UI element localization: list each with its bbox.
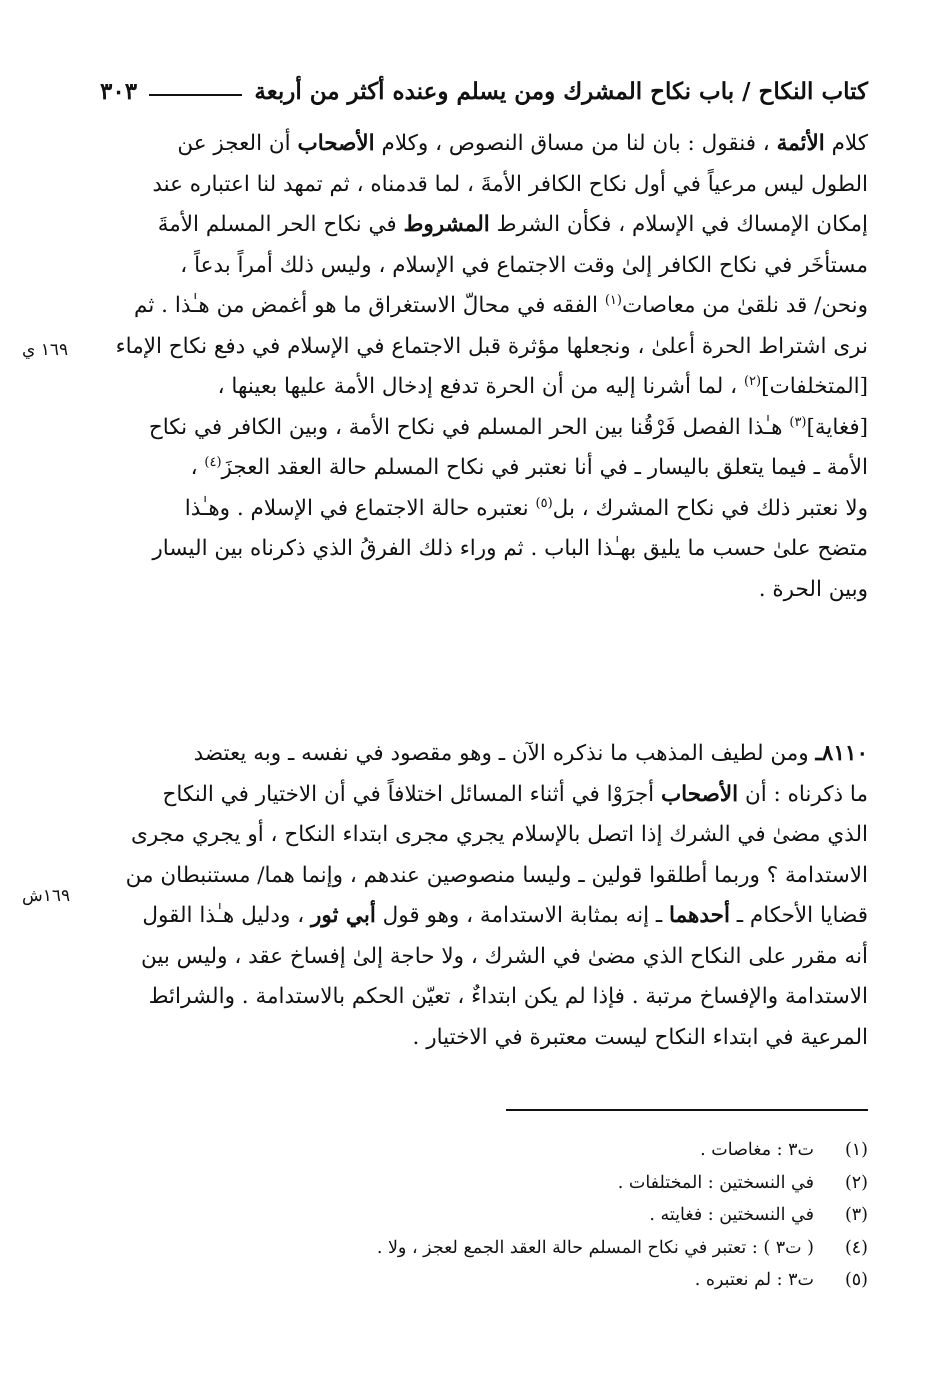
text-line: ٨١١٠ـ ومن لطيف المذهب ما نذكره الآن ـ وهو مقصود في نفسه ـ وبه يعتضد [193, 741, 868, 766]
text-line: ما ذكرناه : أن الأصحاب أجرَوْا في أثناء المسائل اختلافاً في أن الاختيار في النكاح [162, 781, 868, 807]
text-line: وبين الحرة . [758, 576, 868, 602]
text-line: [فغاية]$^{(٣)}$ هـٰذا الفصل فَرْقُنا بين الحر المسلم في نكاح الأمة ، وبين الكافر في نكاح [148, 414, 868, 440]
text-line: قضايا الأحكام ـ أحدهما ـ إنه بمثابة الاستدامة ، وهو قول أبي ثور ، ودليل هـٰذا القول [142, 903, 868, 928]
margin-note-manuscript-ref: ١٦٩ش [22, 886, 71, 906]
text-line: المرعية في ابتداء النكاح ليست معتبرة في الاختيار . [412, 1024, 868, 1050]
text-line: أنه مقرر على النكاح الذي مضىٰ في الشرك ، ولا حاجة إلىٰ إفساخ عقد ، وليس بين [140, 943, 868, 969]
text-line: ونحن/ قد نلقىٰ من معاصات$^{(١)}$ الفقه في محالّ الاستغراق ما هو أغمض من هـٰذا . ثم [134, 292, 868, 318]
paragraph-number: ٨١١٠ـ [815, 741, 868, 766]
footnote-separator [506, 1109, 868, 1111]
text-line: الاستدامة ؟ وربما أطلقوا قولين ـ وليسا منصوصين عندهم ، وإنما هما/ مستنبطان من [125, 862, 868, 888]
text-line: الاستدامة والإفساخ مرتبة . فإذا لم يكن ابتداءٌ ، تعيّن الحكم بالاستدامة . والشرائط [148, 984, 868, 1009]
text-line: كلام الأئمة ، فنقول : بان لنا من مساق النصوص ، وكلام الأصحاب أن العجز عن [177, 131, 868, 156]
text-line: الطول ليس مرعياً في أول نكاح الكافر الأمةَ ، لما قدمناه ، ثم تمهد لنا اعتباره عند [152, 171, 868, 197]
footnote: (٤) ( ت٣ ) : تعتبر في نكاح المسلم حالة العقد الجمع لعجز ، ولا . [376, 1237, 868, 1258]
paragraph-continued [82, 124, 868, 610]
text-line: متضح علىٰ حسب ما يليق بهـٰذا الباب . ثم وراء ذلك الفرقُ الذي ذكرناه بين اليسار [152, 536, 868, 561]
text-line: مستأخَر في نكاح الكافر إلىٰ وقت الاجتماع في الإسلام ، وليس ذلك أمراً بدعاً ، [180, 252, 868, 278]
header-rule [149, 94, 242, 96]
footnote-ref: (٣) [789, 414, 807, 430]
footnote: (١) ت٣ : مغاصات . [700, 1140, 868, 1160]
footnote-ref: (١) [604, 292, 622, 308]
text-line: ولا نعتبر ذلك في نكاح المشرك ، بل$^{(٥)}$ نعتبره حالة الاجتماع في الإسلام . وهـٰذا [184, 495, 868, 521]
running-header [100, 78, 868, 105]
page-number: ٣٠٣ [100, 78, 138, 105]
text-line: [المتخلفات]$^{(٢)}$ ، لما أشرنا إليه من أن الحرة تدفع إدخال الأمة عليها بعينها ، [217, 373, 868, 399]
paragraph-8110 [82, 734, 868, 1058]
footnote-ref: (٤) [204, 454, 222, 470]
text-line: الأمة ـ فيما يتعلق باليسار ـ في أنا نعتبر في نكاح المسلم حالة العقد العجزَ$^{(٤)}$ ، [190, 454, 868, 480]
text-line: نرى اشتراط الحرة أعلىٰ ، ونجعلها مؤثرة قبل الاجتماع في الإسلام في دفع نكاح الإماء [115, 333, 868, 359]
footnote-ref: (٥) [535, 495, 553, 511]
footnotes [300, 1134, 868, 1297]
margin-note-manuscript-ref: ١٦٩ ي [22, 340, 69, 360]
header-title: كتاب النكاح / باب نكاح المشرك ومن يسلم وعنده أكثر من أربعة [254, 78, 868, 105]
footnote-ref: (٢) [743, 373, 762, 389]
footnote: (٥) ت٣ : لم نعتبره . [694, 1270, 868, 1290]
text-line: الذي مضىٰ في الشرك إذا اتصل بالإسلام يجري مجرى ابتداء النكاح ، أو يجري مجرى [131, 822, 868, 847]
footnote: (٢) في النسختين : المختلفات . [617, 1172, 868, 1193]
text-line: إمكان الإمساك في الإسلام ، فكأن الشرط المشروط في نكاح الحر المسلم الأمةَ [157, 212, 868, 237]
footnote: (٣) في النسختين : فغايته . [649, 1205, 868, 1225]
